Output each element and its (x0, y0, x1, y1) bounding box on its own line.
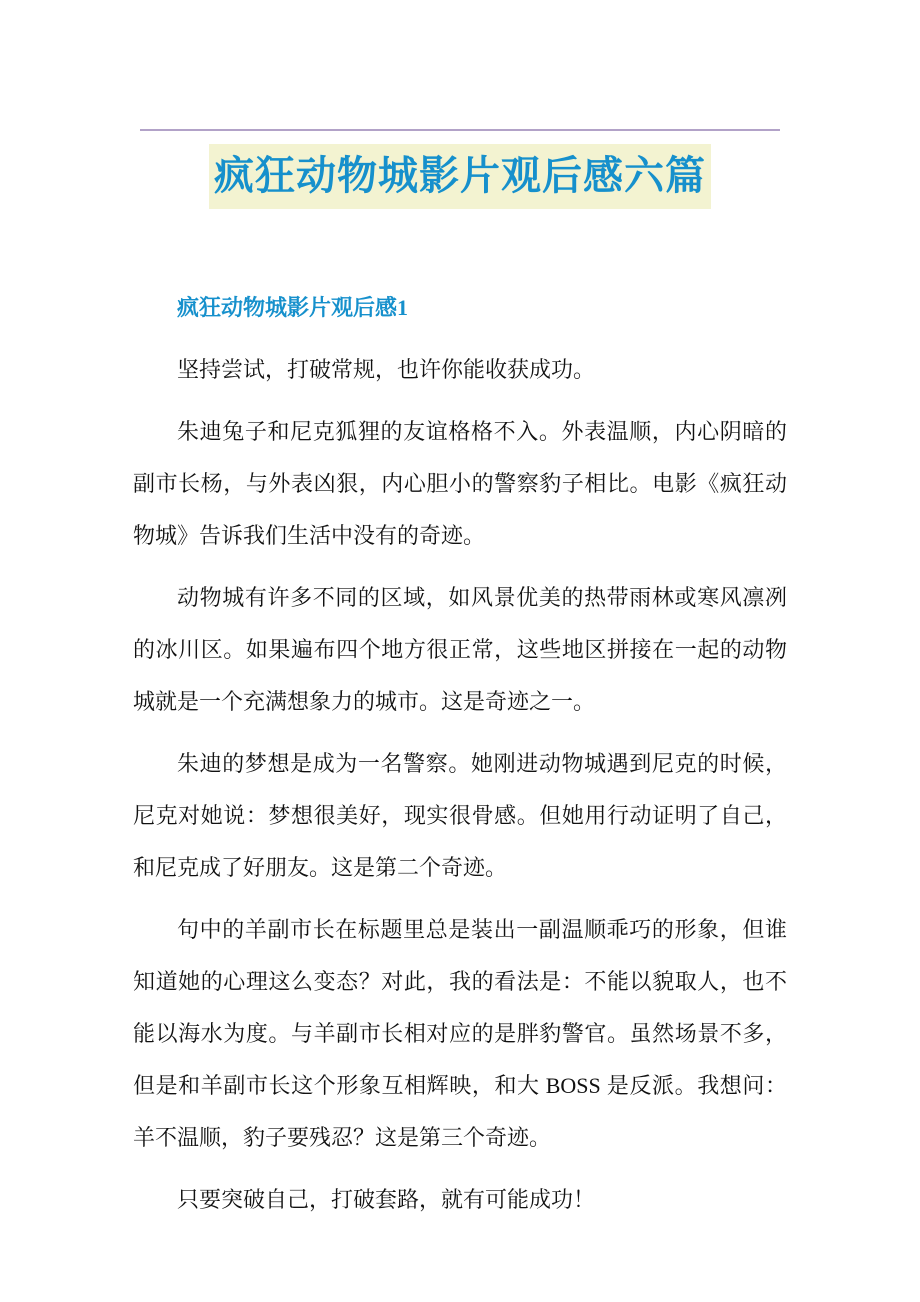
paragraph: 动物城有许多不同的区域，如风景优美的热带雨林或寒风凛冽的冰川区。如果遍布四个地方很正常，这些地区拼接在一起的动物城就是一个充满想象力的城市。这是奇迹之一。 (133, 585, 787, 714)
paragraph: 坚持尝试，打破常规，也许你能收获成功。 (177, 357, 596, 382)
paragraph: 只要突破自己，打破套路，就有可能成功！ (177, 1187, 596, 1212)
paragraph: 朱迪兔子和尼克狐狸的友谊格格不入。外表温顺，内心阴暗的副市长杨，与外表凶狠，内心胆小的警察豹子相比。电影《疯狂动物城》告诉我们生活中没有的奇迹。 (133, 419, 787, 548)
paragraph: 句中的羊副市长在标题里总是装出一副温顺乖巧的形象，但谁知道她的心理这么变态？对此，我的看法是：不能以貌取人，也不能以海水为度。与羊副市长相对应的是胖豹警官。虽然场景不多，但是和羊副市长这个形象互相辉映，和大 BOSS 是反派。我想问：羊不温顺，豹子要残忍？这是第三个奇迹。 (133, 917, 787, 1150)
horizontal-rule (140, 129, 780, 131)
document-title: 疯狂动物城影片观后感六篇 (209, 144, 711, 209)
title-row (0, 144, 920, 209)
document-body (133, 282, 787, 1226)
section-heading: 疯狂动物城影片观后感1 (177, 295, 409, 320)
paragraph: 朱迪的梦想是成为一名警察。她刚进动物城遇到尼克的时候，尼克对她说：梦想很美好，现实很骨感。但她用行动证明了自己，和尼克成了好朋友。这是第二个奇迹。 (133, 751, 787, 880)
